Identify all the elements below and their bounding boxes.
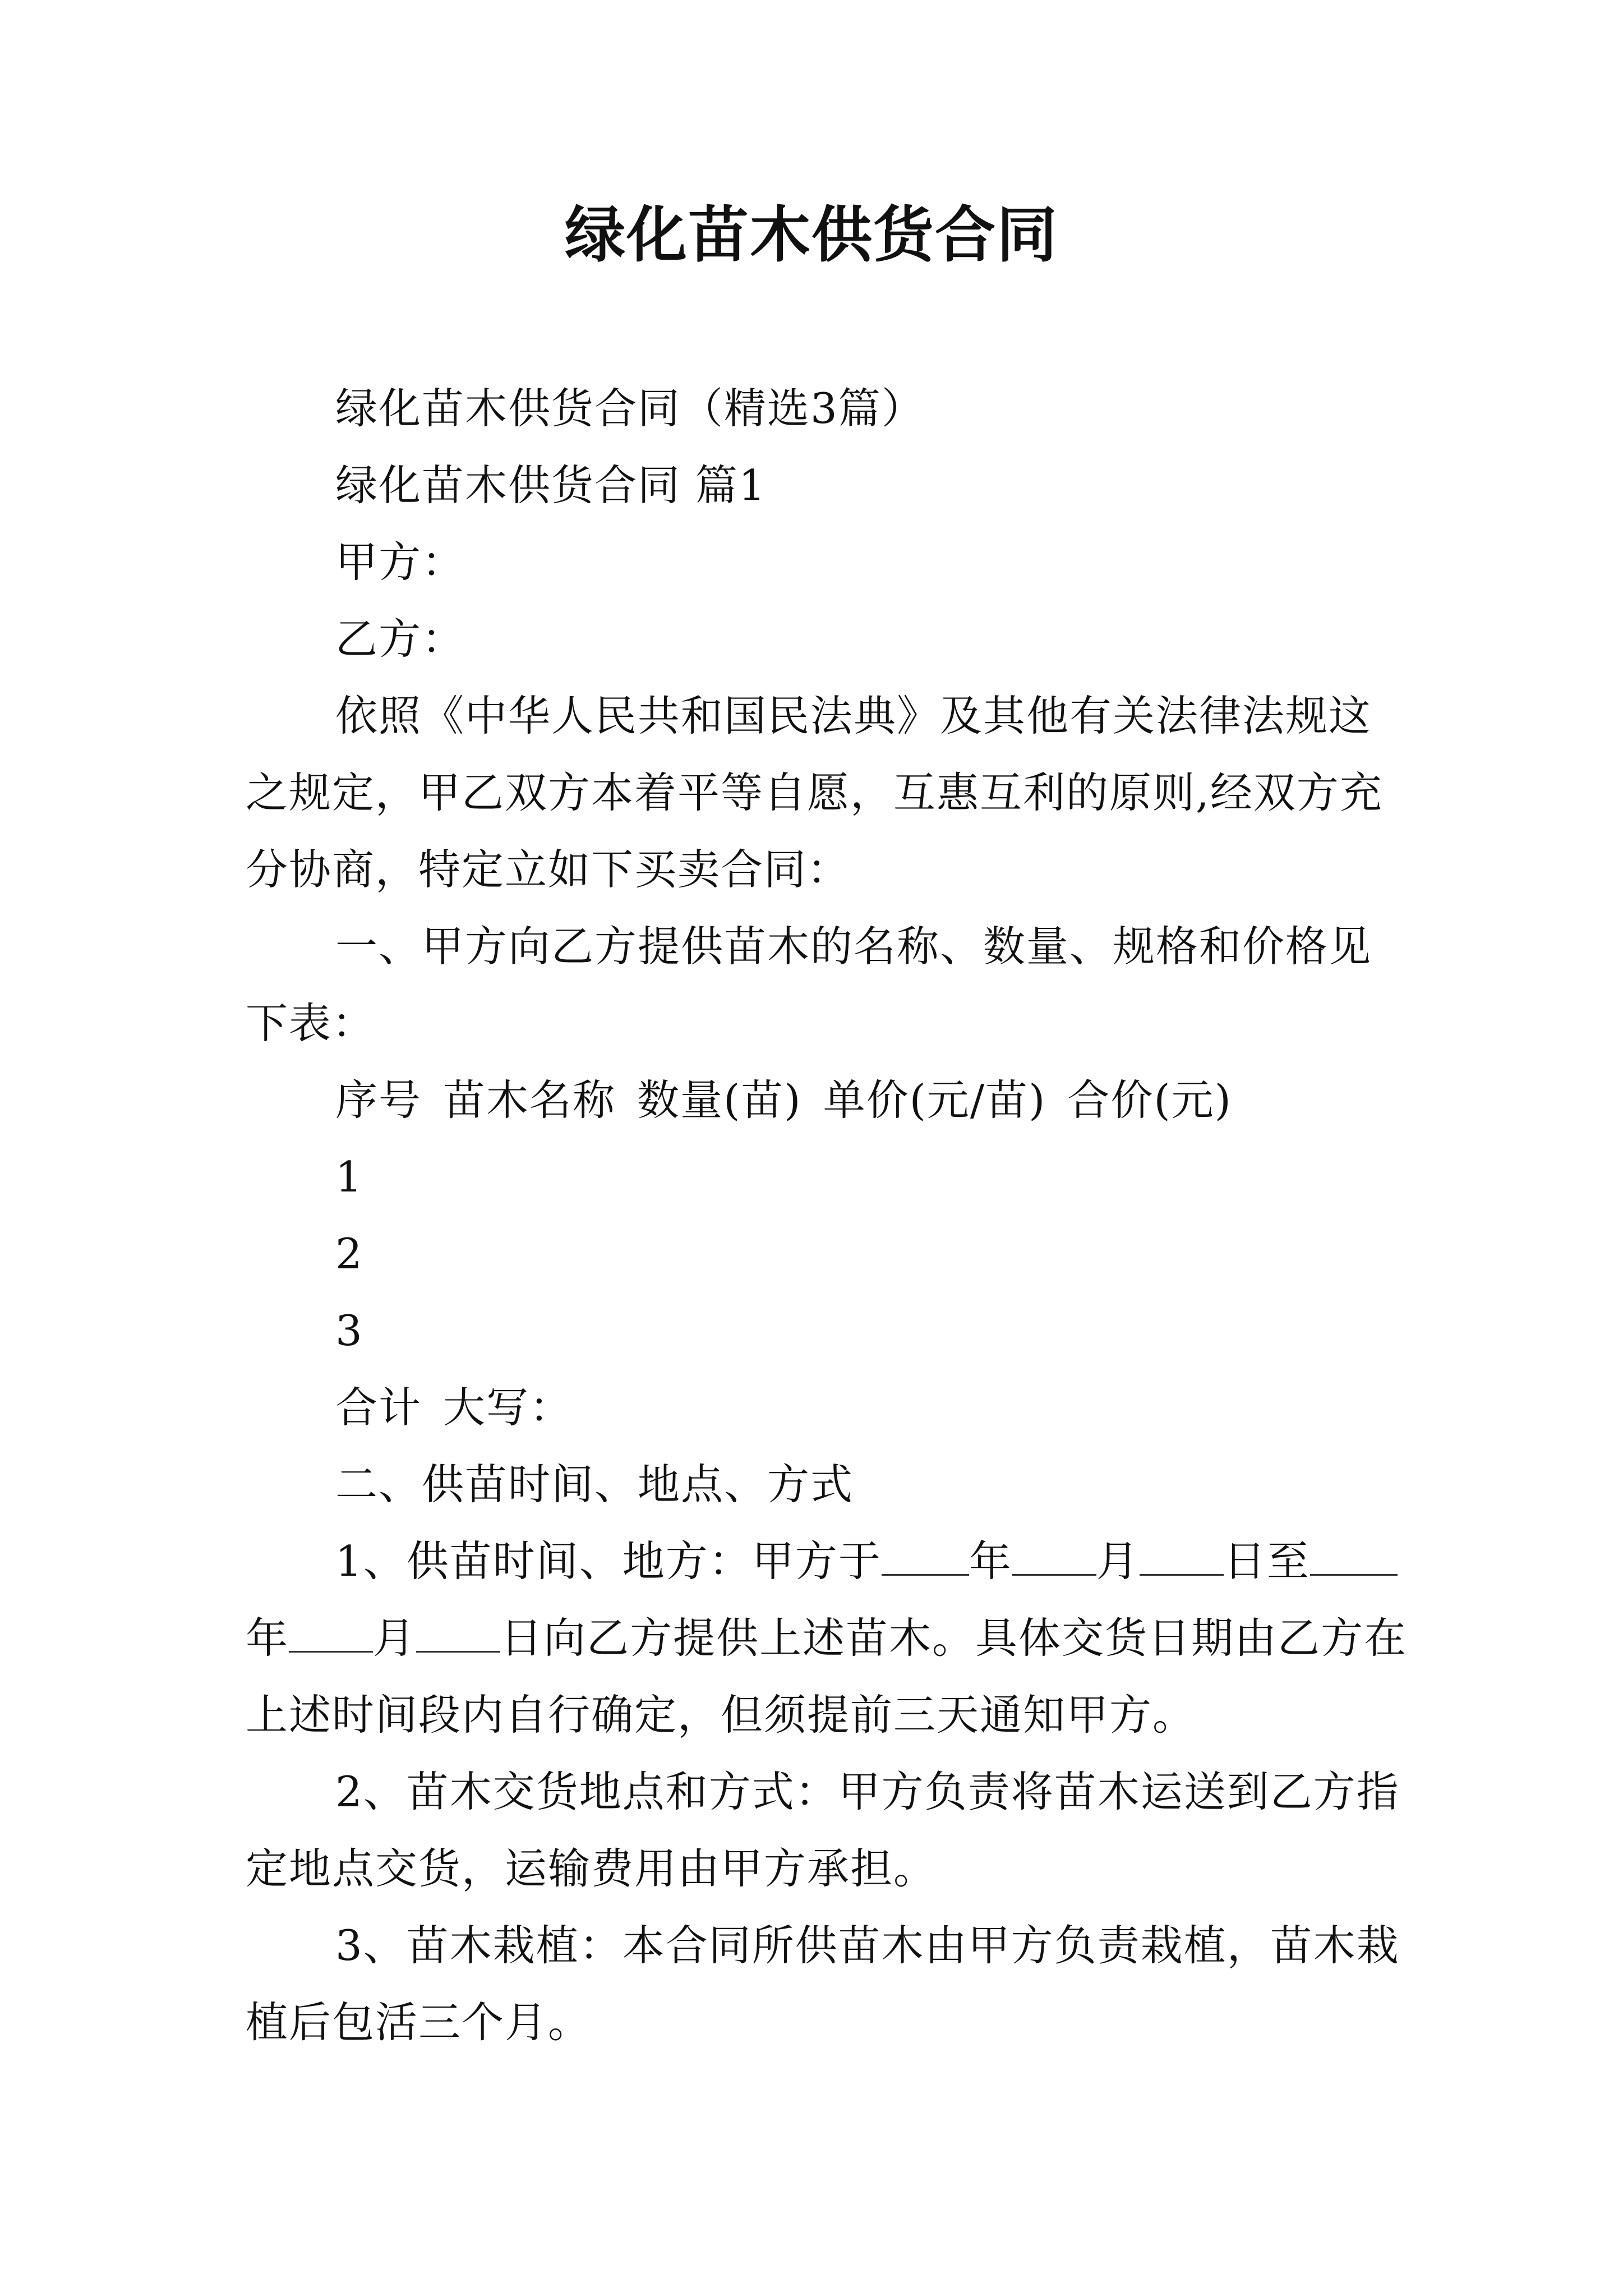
table-total-capital: 大写： [443,1383,573,1432]
party-a-line: 甲方： [335,537,465,587]
table-row: 3 [335,1306,363,1355]
table-header-unit-price: 单价(元/苗) [823,1075,1046,1125]
intro-line: 绿化苗木供货合同（精选3篇） [335,384,925,433]
month-label: 月 [1096,1536,1140,1586]
clause-2-1-lead: 1、供苗时间、地方：甲方于 [335,1536,882,1586]
clause-2-2-paragraph: 2、苗木交货地点和方式：甲方负责将苗木运送到乙方指定地点交货，运输费用由甲方承担。 [246,1767,1400,1893]
fill-blank-start-month[interactable] [1012,1529,1096,1576]
document-title: 绿化苗木供货合同 [564,200,1058,270]
day-to-label: 日至 [1223,1536,1310,1586]
section-heading: 绿化苗木供货合同 篇1 [335,461,767,510]
clause-2-1-rest: 日向乙方提供上述苗木。具体交货日期由乙方在上述时间段内自行确定，但须提前三天通知甲方。 [246,1613,1408,1740]
fill-blank-end-year[interactable] [1310,1529,1398,1576]
fill-blank-start-day[interactable] [1140,1529,1224,1576]
fill-blank-end-month[interactable] [289,1606,373,1653]
table-header-quantity: 数量(苗) [637,1075,802,1125]
table-row: 2 [335,1229,363,1278]
table-total-row [246,1369,1412,1446]
table-row: 1 [335,1152,363,1202]
clause-1-paragraph: 一、甲方向乙方提供苗木的名称、数量、规格和价格见下表： [246,922,1372,1048]
document-body [246,370,1412,2061]
clause-2-3-paragraph: 3、苗木栽植：本合同所供苗木由甲方负责栽植，苗木栽植后包活三个月。 [246,1921,1400,2047]
preamble-paragraph: 依照《中华人民共和国民法典》及其他有关法律法规这之规定，甲乙双方本着平等自愿，互惠互利的原则,经双方充分协商，特定立如下买卖合同： [246,691,1383,894]
month-label: 月 [373,1613,417,1663]
fill-blank-end-day[interactable] [416,1606,500,1653]
fill-blank-start-year[interactable] [882,1529,969,1576]
table-header-index: 序号 [335,1075,422,1125]
table-header-row [246,1062,1412,1139]
party-b-line: 乙方： [335,614,465,664]
table-header-name: 苗木名称 [443,1075,616,1125]
table-header-total-price: 合价(元) [1067,1075,1232,1125]
year-label: 年 [969,1536,1012,1586]
clause-2-1-paragraph [246,1523,1412,1754]
year-label: 年 [246,1613,289,1663]
table-total-label: 合计 [335,1383,422,1432]
clause-2-heading: 二、供苗时间、地点、方式 [335,1460,854,1509]
